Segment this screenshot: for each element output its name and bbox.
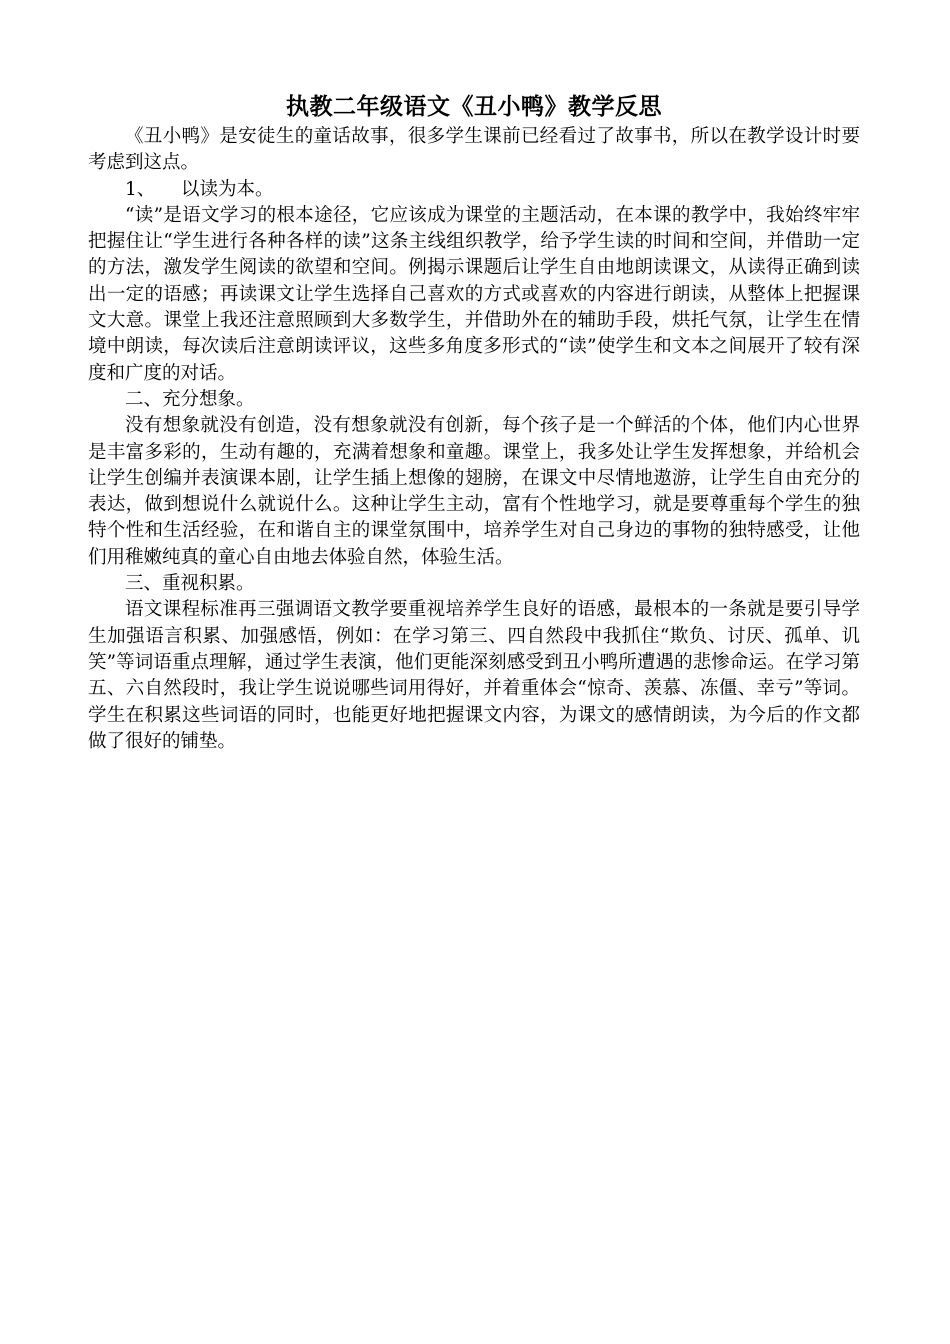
section-3-heading: 三、重视积累。 <box>125 573 255 595</box>
section-1-number: 1、 <box>125 178 156 200</box>
intro-paragraph: 《丑小鸭》是安徒生的童话故事，很多学生课前已经看过了故事书，所以在教学设计时要考虑到这点。 <box>88 126 860 174</box>
section-1-body: “读”是语文学习的根本途径，它应该成为课堂的主题活动，在本课的教学中，我始终牢牢把握住让“学生进行各种各样的读”这条主线组织教学，给予学生读的时间和空间，并借助一定的方法，激发学生阅读的欲望和空间。例揭示课题后让学生自由地朗读课文，从读得正确到读出一定的语感；再读课文让学生选择自己喜欢的方式或喜欢的内容进行朗读，从整体上把握课文大意。课堂上我还注意照顾到大多数学生，并借助外在的辅助手段，烘托气氛，让学生在情境中朗读，每次读后注意朗读评议，这些多角度多形式的“读”使学生和文本之间展开了较有深度和广度的对话。 <box>88 204 860 384</box>
section-1-heading <box>88 177 860 203</box>
section-2-body: 没有想象就没有创造，没有想象就没有创新，每个孩子是一个鲜活的个体，他们内心世界是丰富多彩的，生动有趣的，充满着想象和童趣。课堂上，我多处让学生发挥想象，并给机会让学生创编并表演课本剧，让学生插上想像的翅膀，在课文中尽情地遨游，让学生自由充分的表达，做到想说什么就说什么。这种让学生主动，富有个性地学习，就是要尊重每个学生的独特个性和生活经验，在和谐自主的课堂氛围中，培养学生对自己身边的事物的独特感受，让他们用稚嫩纯真的童心自由地去体验自然，体验生活。 <box>88 415 860 568</box>
section-2-heading: 二、充分想象。 <box>125 388 255 410</box>
section-3-body: 语文课程标准再三强调语文教学要重视培养学生良好的语感，最根本的一条就是要引导学生加强语言积累、加强感悟，例如：在学习第三、四自然段中我抓住“欺负、讨厌、孤单、讥笑”等词语重点理解，通过学生表演，他们更能深刻感受到丑小鸭所遭遇的悲惨命运。在学习第五、六自然段时，我让学生说说哪些词用得好，并着重体会“惊奇、羡慕、冻僵、幸亏”等词。学生在积累这些词语的同时，也能更好地把握课文内容，为课文的感情朗读，为今后的作文都做了很好的铺垫。 <box>88 599 860 752</box>
document-page <box>88 90 860 755</box>
document-title: 执教二年级语文《丑小鸭》教学反思 <box>286 93 662 120</box>
section-1-heading-text: 以读为本。 <box>181 178 274 200</box>
